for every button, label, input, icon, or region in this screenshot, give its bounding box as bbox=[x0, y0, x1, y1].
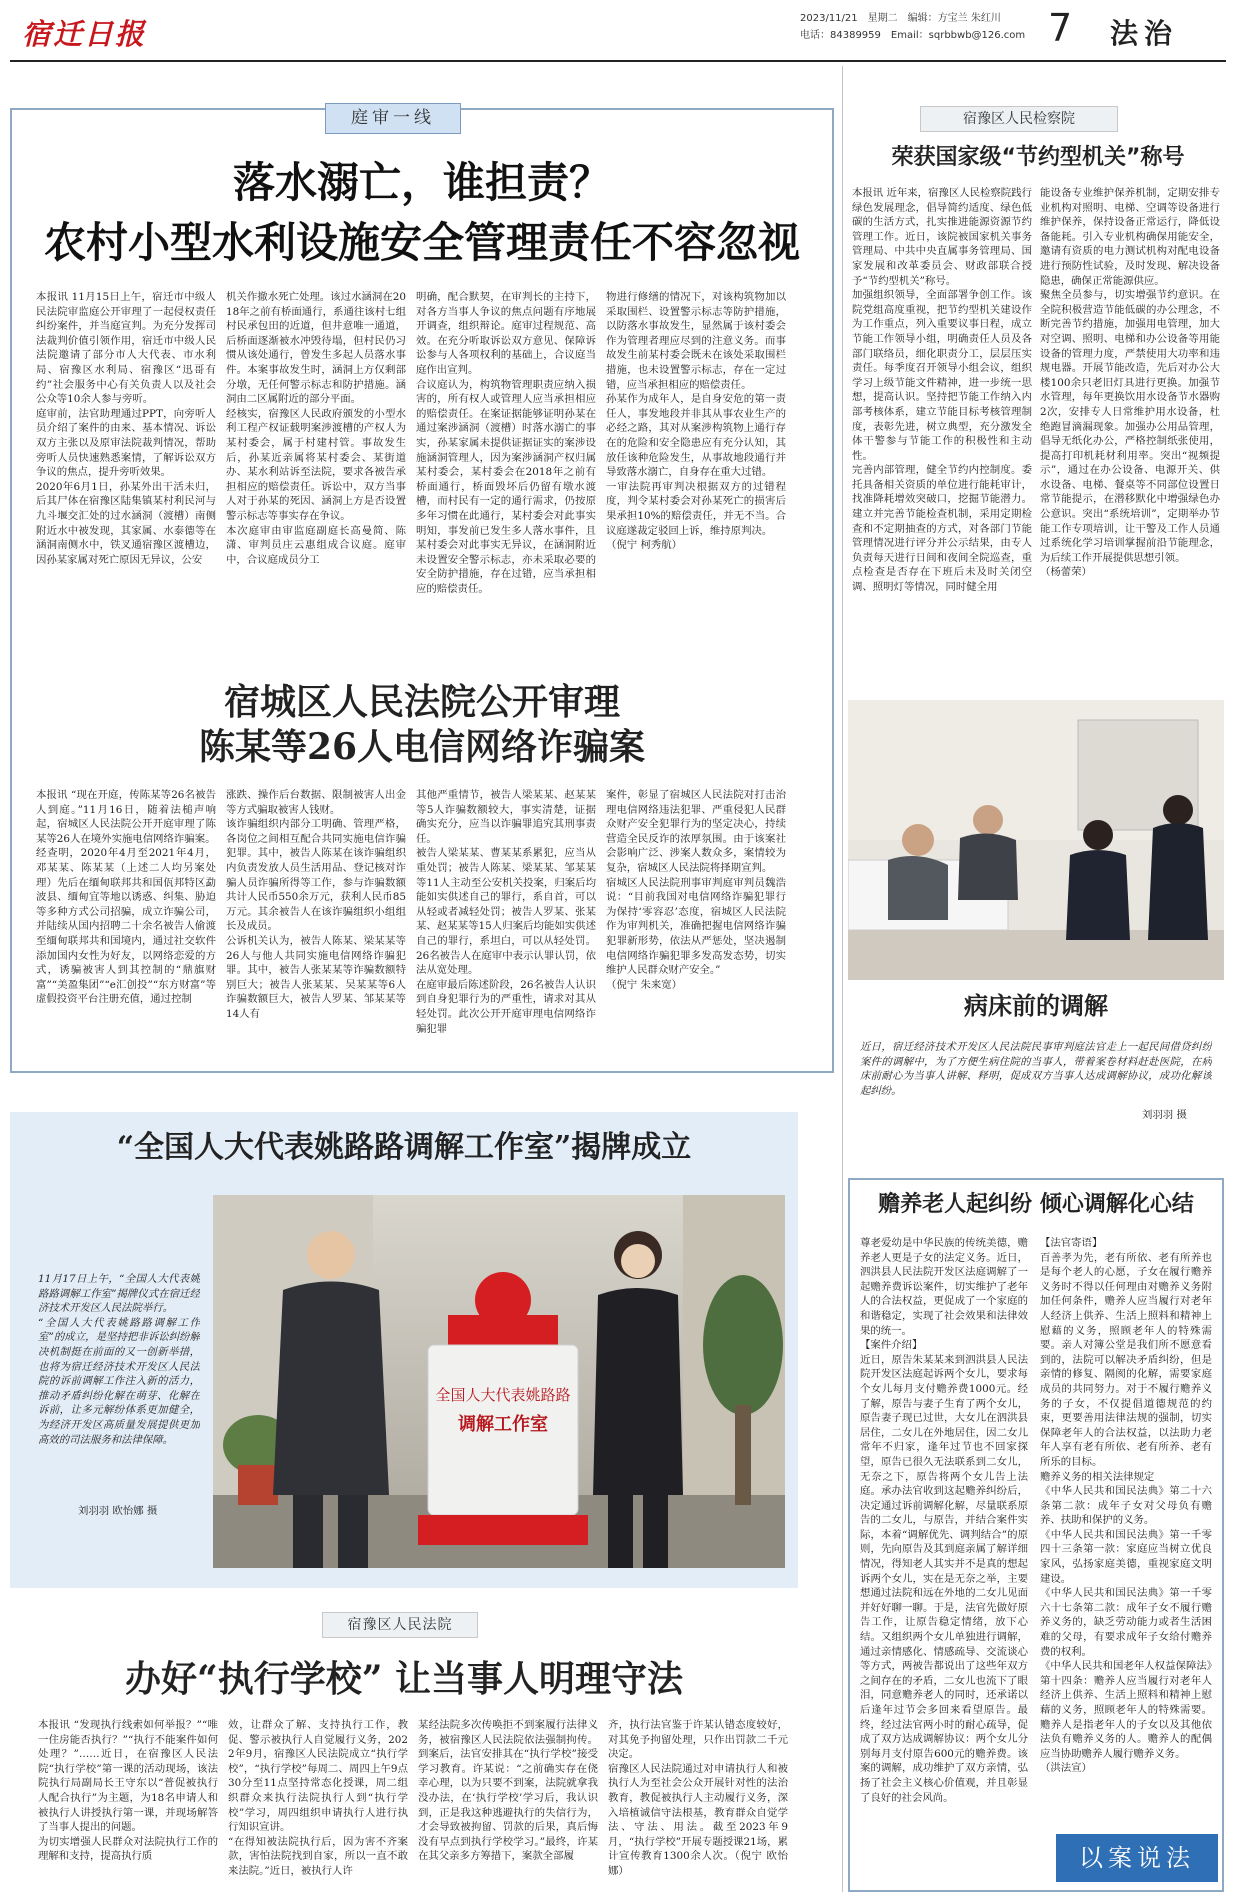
masthead bbox=[0, 0, 1236, 62]
article-body-col: 效，让群众了解、支持执行工作，教促、警示被执行人自觉履行义务，2022年9月，宿豫区人民法院成立“执行学校”，“执行学校”每周二、周四上午9点30分至11点坚持常态化授课，周二组织群众来执行法院执行人到“执行学校”学习，周四组织申请执行人进行执行知识宣讲。 “在得知被法院执行后，因为害不齐案款，害怕法院找到自家，所以一直不敢来法院。”近日，被执行人许 bbox=[228, 1719, 408, 1877]
article-body-col: 【法官寄语】 百善孝为先，老有所依、老有所养也是每个老人的心愿，子女在履行赡养义务时不得以任何理由对赡养义务附加任何条件，赡养人应当履行对老年人经济上供养、生活上照料和精神上慰藉的义务，照顾老年人的特殊需要。亲人对簿公堂是我们所不愿意看到的，法院可以解决矛盾纠纷，但是亲情的修复、隔阂的化解，需要家庭成员的共同努力。对于不履行赡养义务的子女，不仅提倡道德规范的约束，更要善用法律法规的强制，切实保障老年人的合法权益，以法助力老年人享有老有所依、老有所养、老有所乐的目标。 赡养义务的相关法律规定 《中华人民共和国民法典》第二十六条第二款：成年子女对父母负有赡养、扶助和保护的义务。 《中华人民共和国民法典》第一千零四十三条第一款：家庭应当树立优良家风，弘扬家庭美德，重视家庭文明建设。 《中华人民共和国民法典》第一千零六十七条第二款：成年子女不履行赡养义务的，缺乏劳动能力或者生活困难的父母，有要求成年子女给付赡养费的权利。 《中华人民共和国老年人权益保障法》第十四条：赡养人应当履行对老年人经济上供养、生活上照料和精神上慰藉的义务，照顾老年人的特殊需要。赡养人是指老年人的子女以及其他依法负有赡养义务的人。赡养人的配偶应当协助赡养人履行赡养义务。 （洪法宣） bbox=[1040, 1237, 1212, 1775]
headline-execution-school: 办好“执行学校” 让当事人明理守法 bbox=[125, 1658, 683, 1700]
article-body-col: 机关作撤水死亡处理。该过水涵洞在2018年之前有桥面通行，系通往该村七组村民承包田的近道，但井意唯一通道，后桥面逐渐被水冲毁待塌，但村民仍习惯从该处通行，曾发生多起人员落水事件。本案事故发生时，涵洞上方仅剩部分墩，无任何警示标志和防护措施。涵洞由二区属附近的部分平面。 经核实，宿豫区人民政府颁发的小型水利工程产权证载明案涉渡槽的产权人为某村委会，属于村建村管。事故发生后，孙某近亲属将某村委会、某街道办、某水利站诉至法院，要求各被告承担相应的赔偿责任。诉讼中，双方当事人对于孙某的死因、涵洞上方是否设置警示标志等事实存在争议。 本次庭审由审监庭副庭长高曼简、陈潇、审判员庄云惠组成合议庭。庭审中，合议庭成员分工 bbox=[226, 291, 406, 566]
newspaper-logo: 宿迁日报 bbox=[22, 17, 147, 51]
photo-caption-hospital: 近日，宿迁经济技术开发区人民法院民事审判庭法官走上一起民间借贷纠纷案件的调解中，为了方便生病住院的当事人，带着案卷材料赶赴医院，在病床前耐心为当事人讲解、释明，促成双方当事人达成调解协议，成功化解该起纠纷。 bbox=[860, 1041, 1212, 1097]
article-body-col: 本报讯 “现在开庭，传陈某等26名被告人到庭。”11月16日，随着法槌声响起，宿城区人民法院公开开庭审理了陈某等26人在境外实施电信网络诈骗案。 经查明，2020年4月至2021年4月，邓某某、陈某某（上述二人均另案处理）先后在缅甸联邦共和国佤邦特区勐波县、缅甸宜等地以诱惑、纠集、胁迫等多种方式公司招骗，成立诈骗公司，并陆续从国内招聘二十余名被告人偷渡至缅甸联邦共和国境内，通过社交软件添加国内女性为好友，以网络恋爱的方式，诱骗被害人到其控制的“鼎旗财富”“美盈集团”“e汇创投”“东方财富”等虚假投资平台注册充值，通过控制 bbox=[36, 789, 216, 1006]
headline-fraud-2: 陈某等26人电信网络诈骗案 bbox=[198, 726, 646, 768]
headline-mediation-room: “全国人大代表姚路路调解工作室”揭牌成立 bbox=[116, 1130, 692, 1165]
article-body-col: 本报讯 11月15日上午，宿迁市中级人民法院审监庭公开审理了一起侵权责任纠纷案件，并当庭宣判。为充分发挥司法裁判价值引领作用，宿迁市中级人民法院邀请了部分市人大代表、市水利局、宿豫区水利局、宿豫区“迅哥有约”社会服务中心有关负责人以及社会公众等10余人参与旁听。 庭审前，法官助理通过PPT，向旁听人员介绍了案件的由来、基本情况、诉讼双方主张以及原审法院裁判情况，帮助旁听人员快速熟悉案情，了解诉讼双方争议的焦点，提升旁听效果。 2020年6月1日，孙某外出干活未归，后其尸体在宿豫区陆集镇某村利民河与九斗堰交汇处的过水涵洞（渡槽）南侧附近水中被发现，其家属、水泰德等在涵洞南侧水中，铁叉通宿豫区渡槽边，因孙某家属对死亡原因无异议，公安 bbox=[36, 291, 216, 566]
headline-frugal-office: 荣获国家级“节约型机关”称号 bbox=[891, 145, 1185, 170]
column-divider bbox=[842, 66, 843, 1892]
column-label-procuratorate: 宿豫区人民检察院 bbox=[920, 106, 1118, 132]
article-body-col: 物进行修缮的情况下，对该构筑物加以采取围栏、设置警示标志等防护措施，以防落水事故发生，显然属于该村委会作为管理者理应尽到的注意义务。而事故发生前某村委会既未在该处采取围栏措施，也未设置警示标志，存在一定过错，应当承担相应的赔偿责任。 孙某作为成年人，是自身安危的第一责任人，事发地段并非其从事农业生产的必经之路，其对从案涉构筑物上通行存在的危险和安全隐患应有充分认知，其放任该种危险发生，从事故地段通行并导致落水溺亡，自身存在重大过错。 一审法院再审判决根据双方的过错程度，判令某村委会对孙某死亡的损害后果承担10%的赔偿责任，并无不当。合议庭遂裁定驳回上诉，维持原判决。 （倪宁 柯秀航） bbox=[606, 291, 786, 552]
plaque-text-1: 全国人大代表姚路路 bbox=[435, 1386, 571, 1404]
headline-drowning-2: 农村小型水利设施安全管理责任不容忽视 bbox=[43, 218, 800, 267]
article-body-col: 能设备专业维护保养机制，定期安排专业机构对照明、电梯、空调等设备进行维护保养，保持设备正常运行，降低设备能耗。引入专业机构确保用能安全，邀请有资质的电力测试机构对配电设备进行预防性试验，及时发现、解决设备隐患，确保正常能源供应。 聚焦全员参与，切实增强节约意识。在全院积极营造节能低碳的办公理念，不断完善节约措施，加强用电管理，加大对空调、照明、电梯和办公设备等用能设备的管理力度，严禁使用大功率和违规电器。开展节能改造，先后对办公大楼100余只老旧灯具进行更换。加强节水管理，每年更换饮用水设备节水器购2次，安排专人日常维护用水设备，杜绝跑冒滴漏现象。加强办公用品管理，倡导无纸化办公，严格控制纸张使用，提高打印机耗材利用率。突出“视频提示”，通过在办公设备、电源开关、供水设备、电梯、餐桌等不同部位设置日常节能提示，在潜移默化中增强绿色办公意识。突出“系统培训”，定期举办节能工作专项培训，让干警及工作人员通过系统化学习培训掌握前沿节能理念，为后续工作开展提供思想引领。 （杨蕾荣） bbox=[1040, 187, 1220, 579]
article-body-col: 本报讯 “发现执行线索如何举报？”“唯一住房能否执行？”“执行不能案件如何处理？”……近日，在宿豫区人民法院“执行学校”第一课的活动现场，该法院执行局副局长王守东以“普促被执行人配合执行”为主题，为18名申请人和被执行人讲授执行第一课，并现场解答了当事人提出的问题。 为切实增强人民群众对法院执行工作的理解和支持，提高执行质 bbox=[38, 1719, 218, 1863]
column-label-tingshen: 庭审一线 bbox=[325, 103, 461, 134]
article-body-col: 某经法院多次传唤拒不到案履行法律义务，被宿豫区人民法院依法强制拘传。到案后，法官安排其在“执行学校”接受学习教育。许某说：“之前确实存在侥幸心理，以为只要不到案，法院就拿我没办法，在‘执行学校’学习后，我认识到，正是我这种逃避执行的失信行为，才会导致被拘留、罚款的后果，真后悔没有早点到执行学校学习。”最终，许某在其父亲多方筹措下，案款全部履 bbox=[418, 1719, 598, 1863]
article-body-col: 其他严重情节，被告人梁某某、赵某某等5人诈骗数额较大，事实清楚，证据确实充分，应当以诈骗罪追究其刑事责任。 被告人梁某某、曹某某系累犯，应当从重处罚；被告人陈某、梁某某、邹某某等11人主动至公安机关投案，归案后均能如实供述自己的罪行，系自首，可以从轻或者减轻处罚；被告人罗某、张某某、赵某某等15人归案后均能如实供述自己的罪行，系坦白，可以从轻处罚。26名被告人在庭审中表示认罪认罚，依法从宽处理。 在庭审最后陈述阶段，26名被告人认识到自身犯罪行为的严重性，请求对其从轻处罚。此次公开开庭审理电信网络诈骗犯罪 bbox=[416, 789, 596, 1035]
headline-elder-support: 赡养老人起纠纷 倾心调解化心结 bbox=[878, 1192, 1194, 1217]
photo-plaque-unveiling bbox=[213, 1195, 785, 1568]
headline-drowning-1: 落水溺亡，谁担责？ bbox=[232, 158, 611, 207]
column-footer-label: 以案说法 bbox=[1056, 1834, 1218, 1882]
article-body-col: 案件，彰显了宿城区人民法院对打击治理电信网络违法犯罪、严重侵犯人民群众财产安全犯罪行为的坚定决心，持续营造全民反诈的浓厚氛围。由于该案社会影响广泛、涉案人数众多，案情较为复杂，宿城区人民法院将择期宣判。 宿城区人民法院刑事审判庭审判员魏浩说：“目前我国对电信网络诈骗犯罪行为保持‘零容忍’态度，宿城区人民法院作为审判机关，准确把握电信网络诈骗犯罪新形势，依法从严惩处，坚决遏制电信网络诈骗犯罪多发高发态势，切实维护人民群众财产安全。” （倪宁 朱来宽） bbox=[606, 789, 786, 991]
photo-credit: 刘羽羽 摄 bbox=[1142, 1109, 1187, 1121]
plaque-text-2: 调解工作室 bbox=[458, 1414, 548, 1435]
issue-editor: 编辑：方宝兰 朱红川 bbox=[907, 13, 1001, 24]
article-body-col: 涨跌、操作后台数据、限制被害人出金等方式骗取被害人钱财。 该诈骗组织内部分工明确、管理严格，各岗位之间相互配合共同实施电信诈骗犯罪。其中，被告人陈某在该诈骗组织内负责发放人员生活用品、登记核对诈骗人员诈骗所得等工作，参与诈骗数额共计人民币550余万元，获利人民币85万元。其余被告人在该诈骗组织小组组长及成员。 公诉机关认为，被告人陈某、梁某某等26人与他人共同实施电信网络诈骗犯罪。其中，被告人张某某等诈骗数额特别巨大；被告人张某某、吴某某等6人诈骗数额巨大，被告人罗某、邹某某等14人有 bbox=[226, 789, 406, 1020]
issue-date: 2023/11/21 bbox=[800, 13, 858, 24]
contact-email: Email：sqrbbwb@126.com bbox=[890, 30, 1026, 41]
issue-weekday: 星期二 bbox=[867, 13, 898, 24]
article-body-col: 齐，执行法官鉴于许某认错态度较好，对其免予拘留处理，只作出罚款二千元决定。 宿豫区人民法院通过对申请执行人和被执行人为至社会公众开展针对性的法治教育，教促被执行人主动履行义务，深入培植诚信守法根基，教育群众自觉学法、守法、用法。截至2023年9月，“执行学校”开展专题授课21场，累计宣传教育1300余人次。（倪宁 欧怡娜） bbox=[608, 1719, 788, 1877]
masthead-info bbox=[800, 10, 1050, 44]
page-number: 7 bbox=[1048, 6, 1073, 50]
article-body-col: 明确，配合默契，在审判长的主持下，对各方当事人争议的焦点问题有序地展开调查，组织辩论。庭审过程规范、高效。在充分听取诉讼双方意见、保障诉讼参与人各项权利的基础上，合议庭当庭作出宣判。 合议庭认为，构筑物管理职责应纳入损害的，所有权人或管理人应当承担相应的赔偿责任。在案证据能够证明孙某在通过案涉涵洞（渡槽）时落水溺亡的事实，孙某家属未提供证据证实的案涉设施涵洞管理人，因为案涉涵洞产权归属某村委会，某村委会在2018年之前有桥面通行，桥面毁坏后仍留有墩水渡槽，而村民有一定的通行需求，仍按原多年习惯在此通行，某村委会对此事实明知，事发前已发生多人落水事件，且某村委会对此事实无异议，在涵洞附近未设置安全警示标志，亦未采取必要的安全防护措施，存在过错，应当承担相应的赔偿责任。 bbox=[416, 291, 596, 595]
masthead-rule bbox=[10, 60, 1226, 62]
article-body-col: 本报讯 近年来，宿豫区人民检察院践行绿色发展理念，倡导简约适度、绿色低碳的生活方式，扎实推进能源资源节约管理工作。近日，该院被国家机关事务管理局、中共中央直属事务管理局、国家发展和改革委员会、财政部联合授予“节约型机关”称号。 加强组织领导，全面部署争创工作。该院党组高度重视，把节约型机关建设作为工作重点，列入重要议事日程，成立节能工作领导小组，明确责任人员及各部门联络员，细化职责分工，层层压实责任。每季度召开领导小组会议，组织学习上级节能文件精神，进一步统一思想，提高认识。坚持把节能工作纳入内部考核体系，建立节能目标考核管理制度，表彰先进，树立典型，充分激发全体干警参与节能工作的积极性和主动性。 完善内部管理，健全节约内控制度。委托具备相关资质的单位进行能耗审计，找准降耗增效突破口，挖掘节能潜力。建立并完善节能检查机制，采用定期检查和不定期抽查的方式，对各部门节能管理情况进行评分并公示结果，由专人负责每天进行日间和夜间全院巡查，重点检查是否存在下班后未及时关闭空调、照明灯等情况，同时健全用 bbox=[852, 187, 1032, 594]
section-title: 法治 bbox=[1110, 17, 1179, 50]
photo-title-hospital: 病床前的调解 bbox=[964, 991, 1108, 1020]
article-body-col: 尊老爱幼是中华民族的传统美德，赡养老人更是子女的法定义务。近日，泗洪县人民法院开发区法庭调解了一起赡养费诉讼案件，切实维护了老年人的合法权益，更促成了一个家庭的和谐稳定，实现了社会效果和法律效果的统一。 【案件介绍】 近日，原告朱某某来到泗洪县人民法院开发区法庭起诉两个女儿，要求每个女儿每月支付赡养费1000元。经了解，原告与妻子生育了两个女儿，原告妻子现已过世，大女儿在泗洪县居住，二女儿在外地居住，因二女儿常年不归家，逢年过节也不回家探望，原告已很久无法联系到二女儿，无奈之下，原告将两个女儿告上法庭。承办法官收到这起赡养纠纷后，决定通过诉前调解化解，尽量联系原告的二女儿，与原告，并结合案件实际，本着“调解优先、调判结合”的原则，先向原告及其到庭亲属了解详细情况，得知老人其实并不是真的想起诉两个女儿，实在是无奈之举，主要想通过法院和远在外地的二女儿见面并好好聊一聊。于是，法官先做好原告工作，让原告稳定情绪，放下心结。又组织两个女儿单独进行调解，通过亲情感化、情感疏导、交流谈心等方式，两被告都说出了这些年双方之间存在的矛盾，二女儿也流下了眼泪，同意赡养老人的同时，还承诺以后逢年过节会多回来看望原告。最终，经过法官两小时的耐心疏导，促成了双方达成调解协议：两个女儿分别每月支付原告600元的赡养费。该案的调解，成功维护了双方亲情，弘扬了社会主义核心价值观，并且彰显了良好的社会风尚。 bbox=[860, 1237, 1028, 1804]
contact-phone: 电话：84389959 bbox=[800, 30, 881, 41]
photo-caption-mediation-room: 11月17日上午，“全国人大代表姚路路调解工作室”揭牌仪式在宿迁经济技术开发区人民法院举行。 “全国人大代表姚路路调解工作室”的成立，是坚持把非诉讼纠纷解决机制挺在前面的又一创新举措，也将为宿迁经济技术开发区人民法院的诉前调解工作注入新的活力，推动矛盾纠纷化解在萌芽、化解在诉前，让多元解纷体系更加健全，为经济开发区高质量发展提供更加高效的司法服务和法律保障。 bbox=[38, 1273, 200, 1446]
column-label-suyu-court: 宿豫区人民法院 bbox=[322, 1612, 478, 1638]
photo-credit: 刘羽羽 欧怡娜 摄 bbox=[78, 1505, 158, 1517]
photo-hospital-mediation bbox=[848, 700, 1224, 980]
headline-fraud-1: 宿城区人民法院公开审理 bbox=[223, 681, 620, 723]
